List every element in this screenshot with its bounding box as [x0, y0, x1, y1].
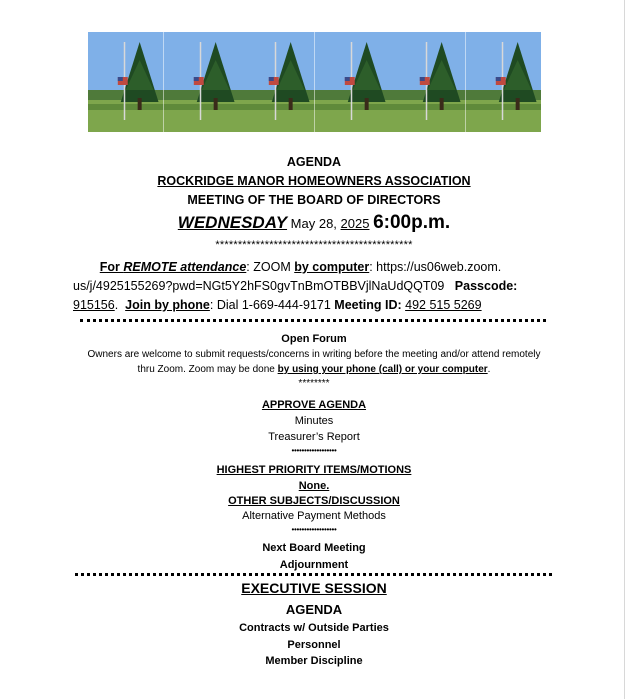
dotted-divider [80, 319, 546, 322]
meeting-time: 6:00p.m. [373, 212, 451, 233]
star-divider: ******************************************** [215, 239, 413, 251]
zoom-label: : ZOOM [246, 260, 295, 274]
bullet-divider: •••••••••••••••••• [291, 446, 337, 455]
association-name: ROCKRIDGE MANOR HOMEOWNERS ASSOCIATION [157, 174, 471, 188]
meeting-day: WEDNESDAY [177, 213, 288, 232]
meeting-date-line [0, 212, 628, 234]
by-computer-label: by computer [294, 260, 370, 274]
alternative-payment-item: Alternative Payment Methods [242, 510, 386, 522]
forum-text-lead: thru Zoom. Zoom may be done [137, 364, 278, 375]
meeting-title: MEETING OF THE BOARD OF DIRECTORS [187, 193, 441, 207]
forum-star-divider: ******** [298, 378, 330, 389]
flag-tree-photo [88, 32, 164, 132]
flag-tree-photo [239, 32, 315, 132]
phone-number: : Dial 1-669-444-9171 [209, 298, 335, 312]
priority-items-value: None. [298, 480, 330, 492]
zoom-url-part2[interactable]: us/j/4925155269?pwd=NGt5Y2hFS0gvTnBmOTBBVjlNaUdQQT09 [73, 279, 445, 293]
open-forum-text-2 [0, 364, 628, 375]
remote-label: REMOTE attendance [123, 260, 247, 274]
personnel-item: Personnel [287, 639, 341, 651]
approve-agenda-heading: APPROVE AGENDA [261, 399, 367, 411]
meeting-id-value: 492 515 5269 [405, 298, 482, 312]
passcode-period: . [114, 298, 119, 312]
remote-line-2 [73, 277, 528, 296]
flag-tree-photo [390, 32, 466, 132]
remote-line-3 [73, 296, 528, 315]
next-meeting-item: Next Board Meeting [262, 542, 366, 554]
for-label: For [99, 260, 124, 274]
treasurer-report-item: Treasurer’s Report [268, 431, 360, 443]
forum-text-end: . [487, 364, 491, 375]
minutes-item: Minutes [294, 415, 334, 427]
zoom-url-part1[interactable]: : https://us06web.zoom. [369, 260, 502, 274]
adjournment-item: Adjournment [279, 559, 349, 571]
dotted-divider [75, 573, 552, 576]
priority-items-heading: HIGHEST PRIORITY ITEMS/MOTIONS [216, 464, 412, 476]
meeting-id-label: Meeting ID: [334, 298, 402, 312]
executive-session-heading: EXECUTIVE SESSION [241, 580, 387, 596]
bullet-divider: •••••••••••••••••• [291, 525, 337, 534]
open-forum-text-1: Owners are welcome to submit requests/concerns in writing before the meeting and/or attend remotely [87, 349, 541, 360]
contracts-item: Contracts w/ Outside Parties [239, 622, 389, 634]
agenda-heading: AGENDA [286, 155, 342, 169]
executive-agenda-heading: AGENDA [285, 602, 343, 617]
meeting-date: May 28, [290, 216, 337, 231]
passcode-label: Passcode: [454, 279, 518, 293]
flag-tree-photo [164, 32, 240, 132]
meeting-year: 2025 [340, 216, 370, 231]
join-by-phone-label: Join by phone [125, 298, 210, 312]
open-forum-heading: Open Forum [281, 333, 347, 345]
remote-attendance [73, 258, 528, 315]
member-discipline-item: Member Discipline [265, 655, 363, 667]
flag-tree-photo [466, 32, 542, 132]
forum-emphasis: by using your phone (call) or your computer [277, 364, 488, 375]
photo-strip [88, 32, 541, 132]
passcode-value: 915156 [73, 298, 115, 312]
remote-line-1 [73, 258, 528, 277]
flag-tree-photo [315, 32, 391, 132]
other-subjects-heading: OTHER SUBJECTS/DISCUSSION [228, 495, 400, 507]
